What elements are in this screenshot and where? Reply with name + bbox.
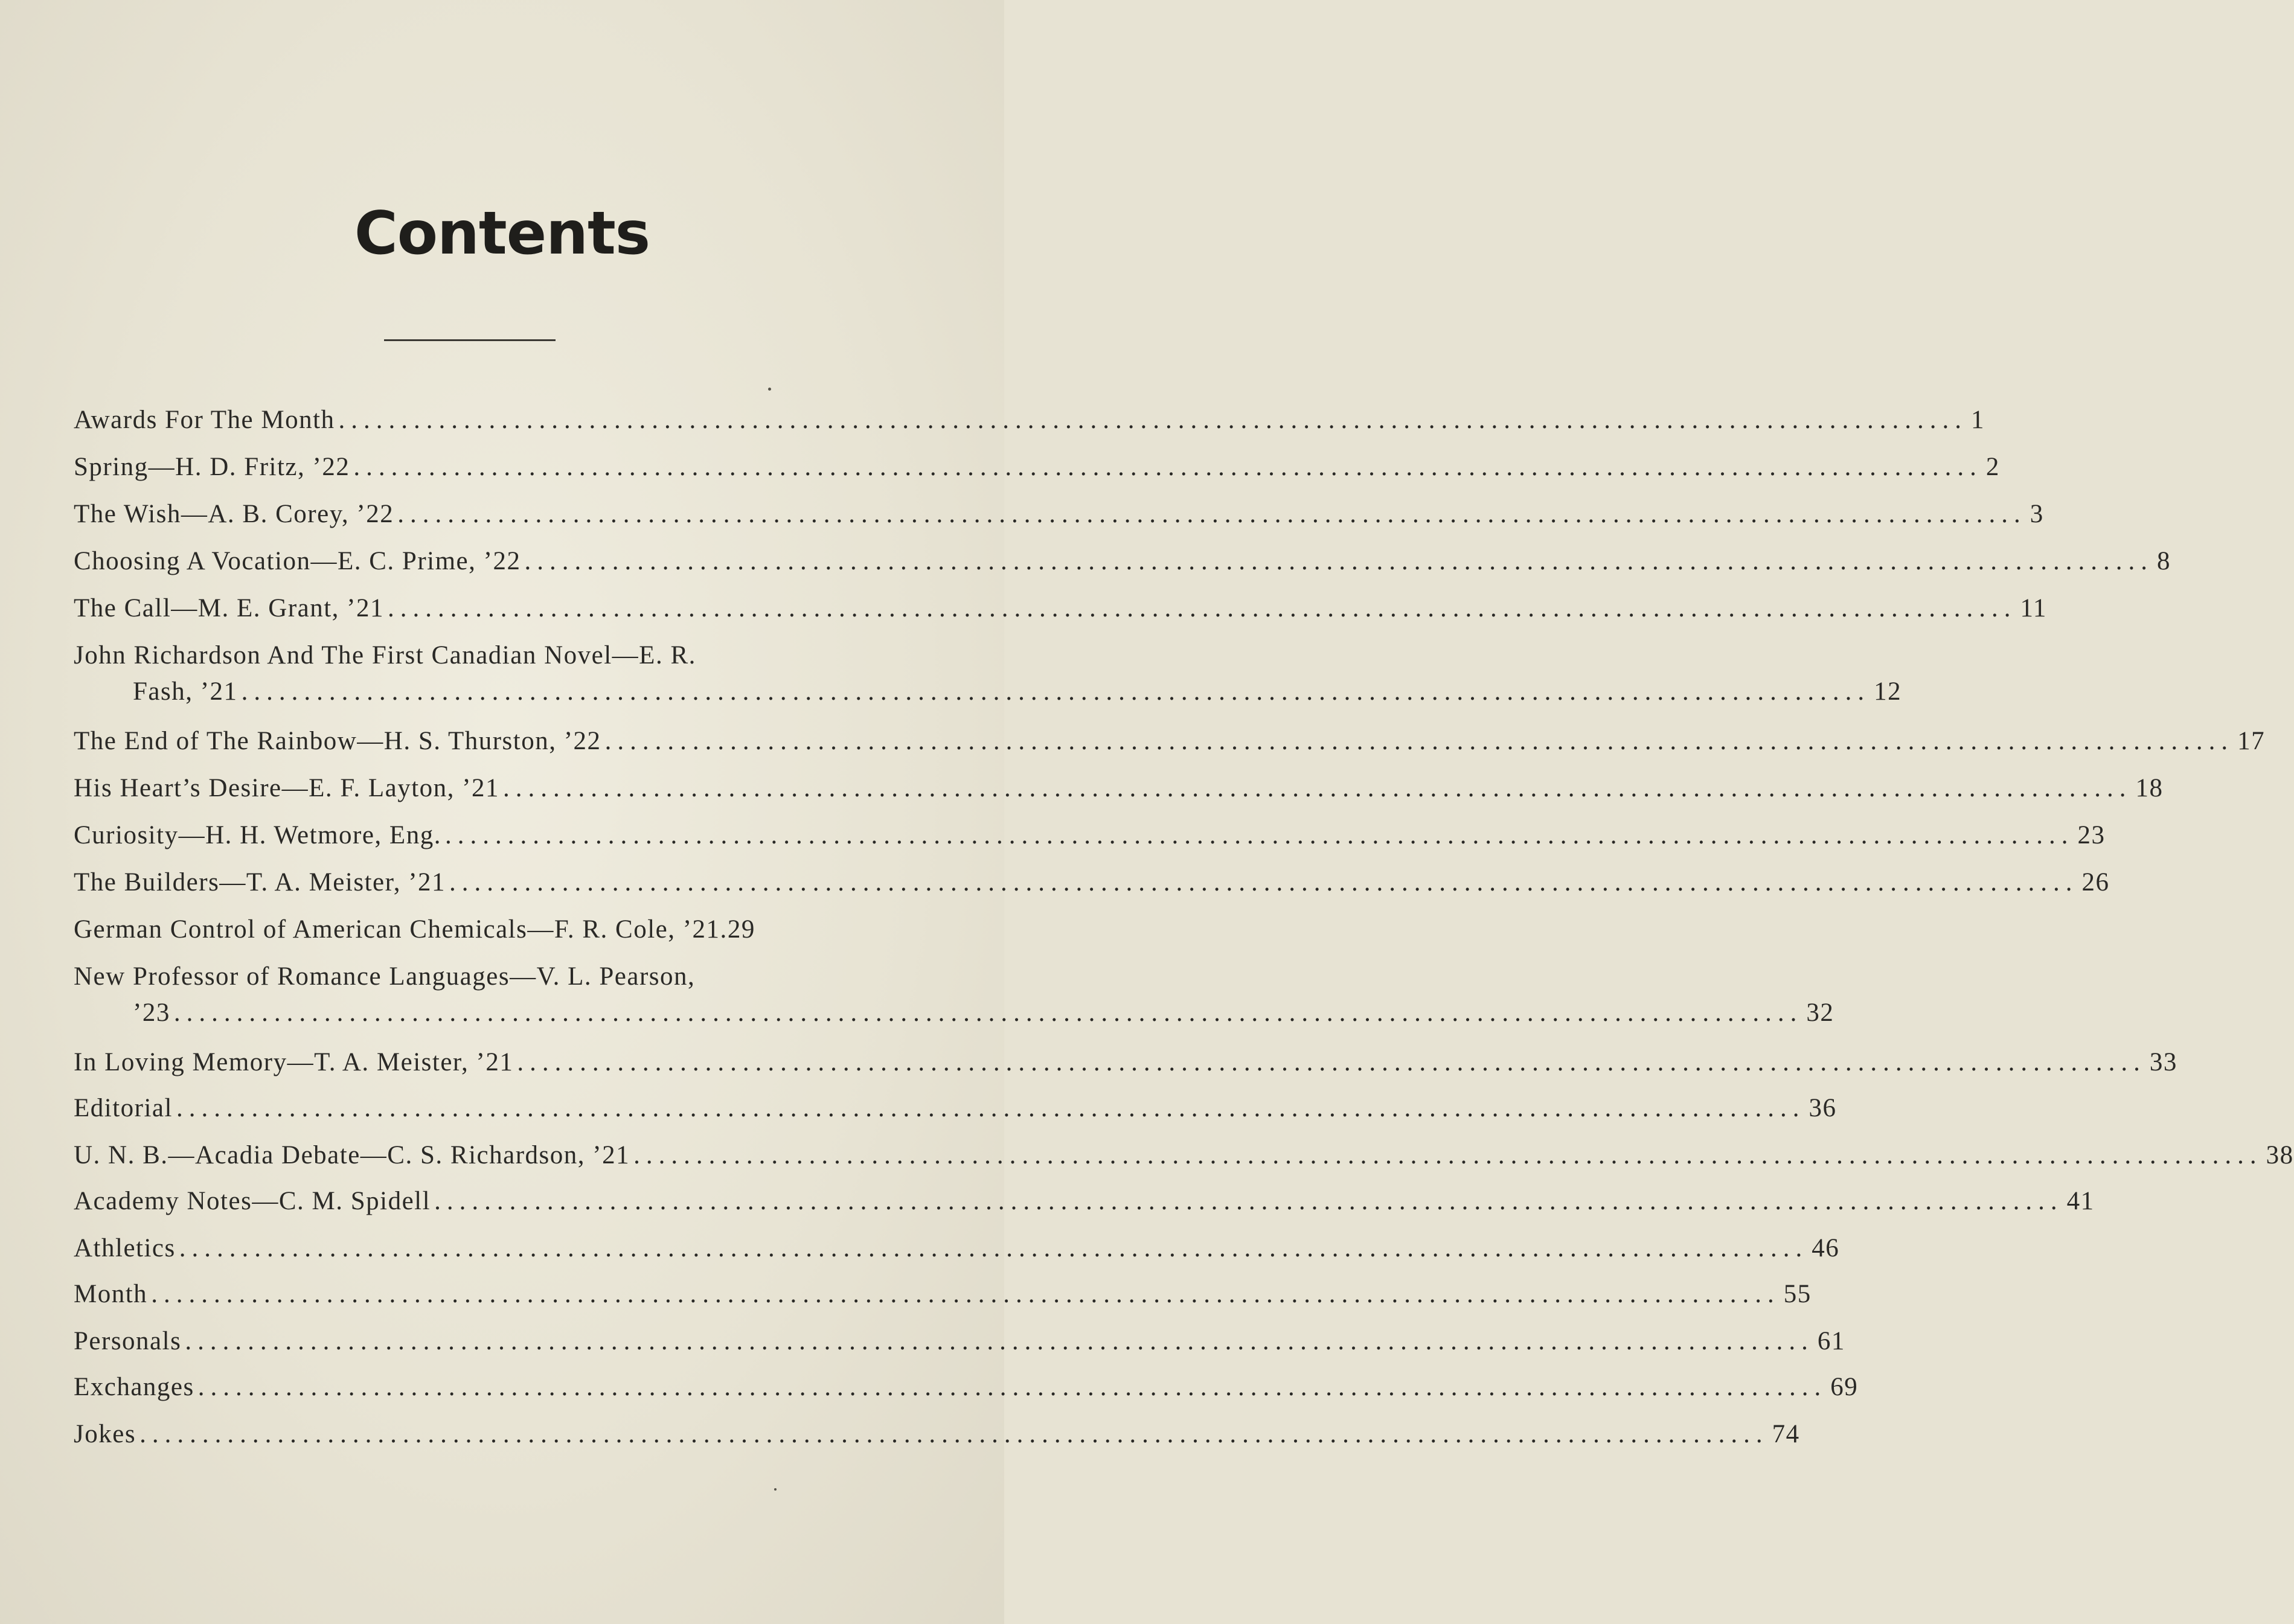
- toc-entry: [74, 723, 2266, 759]
- toc-entry-title: U. N. B.—Acadia Debate—C. S. Richardson, ’21: [74, 1141, 630, 1169]
- toc-entry: [74, 1090, 1837, 1127]
- toc-entry: [74, 590, 2047, 627]
- toc-entry-page: 33: [2149, 1048, 2177, 1076]
- toc-entry-page: 3: [2030, 500, 2044, 528]
- leader-dots: ..................................................................................................................................: [633, 1141, 2263, 1169]
- toc-entry-title: The Wish—A. B. Corey, ’22: [74, 500, 394, 528]
- toc-entry-page: 61: [1817, 1327, 1845, 1355]
- page-title: Contents: [354, 199, 650, 268]
- toc-entry-page: 46: [1812, 1234, 1840, 1262]
- toc-entry-page: 11: [2020, 594, 2047, 622]
- toc-entry: [74, 770, 2164, 807]
- leader-dots: ..................................................................................................................................: [444, 821, 2074, 849]
- toc-entry-title: The Call—M. E. Grant, ’21: [74, 594, 384, 622]
- toc-entry-title: Jokes: [74, 1420, 136, 1448]
- toc-entry-page: 8: [2156, 547, 2171, 575]
- toc-entry: [74, 817, 2106, 854]
- toc-entry: [74, 1323, 1845, 1360]
- leader-dots: ..................................................................................................................................: [139, 1420, 1769, 1448]
- toc-entry-title: Personals: [74, 1327, 182, 1355]
- leader-dots: ..................................................................................................................................: [151, 1280, 1780, 1308]
- leader-dots: ..................................................................................................................................: [502, 774, 2132, 802]
- toc-entry-title: Choosing A Vocation—E. C. Prime, ’22: [74, 547, 521, 575]
- toc-entry-page: 2: [1985, 453, 2000, 481]
- toc-entry-title: Spring—H. D. Fritz, ’22: [74, 453, 350, 481]
- toc-entry: [74, 959, 1834, 1031]
- leader-dots: ..................................................................................................................................: [173, 999, 1803, 1027]
- toc-entry: [74, 1183, 2095, 1220]
- toc-entry-page: 38: [2266, 1141, 2294, 1169]
- toc-entry: [74, 912, 877, 948]
- toc-entry-page: 69: [1830, 1373, 1859, 1401]
- toc-entry-page: 36: [1809, 1094, 1837, 1122]
- toc-entry-page: 12: [1874, 677, 1902, 706]
- toc-entry: [74, 402, 1985, 438]
- toc-entry-title: Curiosity—H. H. Wetmore, Eng.: [74, 821, 441, 849]
- toc-entry-page: 23: [2077, 821, 2106, 849]
- title-rule: [384, 339, 556, 341]
- toc-entry-title: The Builders—T. A. Meister, ’21: [74, 868, 446, 897]
- toc-entry-title: Month: [74, 1280, 148, 1308]
- leader-dots: ..................................................................................................................................: [397, 500, 2026, 528]
- toc-entry-title: The End of The Rainbow—H. S. Thurston, ’22: [74, 727, 601, 755]
- toc-entry-page: 32: [1806, 999, 1834, 1027]
- leader-dots: ..................................................................................................................................: [604, 727, 2234, 755]
- leader-dots: ..................................................................................................................................: [517, 1048, 2146, 1076]
- toc-entry: [74, 1369, 1859, 1405]
- toc-entry: [74, 638, 1902, 710]
- toc-entry-page: 26: [2081, 868, 2110, 897]
- toc-entry-title: Awards For The Month: [74, 406, 335, 434]
- toc-entry: [74, 865, 2110, 901]
- leader-dots: ..................................................................................................................................: [449, 868, 2078, 897]
- toc-entry-page: 74: [1772, 1420, 1800, 1448]
- toc-entry: [74, 1044, 2177, 1081]
- toc-entry-continuation: ’23: [133, 999, 170, 1027]
- toc-entry-page: 17: [2237, 727, 2266, 755]
- toc-entry-page: 41: [2066, 1187, 2095, 1215]
- leader-dots: ..................................................................................................................................: [197, 1373, 1827, 1401]
- toc-entry-page: 55: [1783, 1280, 1812, 1308]
- leader-dots: ..................................................................................................................................: [524, 547, 2153, 575]
- toc-entry-page: 29: [727, 915, 755, 944]
- toc-entry-title: John Richardson And The First Canadian Novel—E. R.: [74, 641, 696, 670]
- toc-entry: [74, 1230, 1840, 1267]
- toc-entry: [74, 449, 2000, 485]
- leader-dots: ..................................................................................................................................: [185, 1327, 1814, 1355]
- leader-dots: ..................................................................................................................................: [353, 453, 1982, 481]
- toc-entry-page: 1: [1971, 406, 1985, 434]
- leader-dots: ..................................................................................................................................: [388, 594, 2017, 622]
- leader-dots: ..................................................................................................................................: [338, 406, 1968, 434]
- paper-speck: [768, 388, 771, 391]
- toc-entry: [74, 1416, 1800, 1453]
- toc-entry-title: Exchanges: [74, 1373, 194, 1401]
- leader-dots: ..................................................................................................................................: [176, 1094, 1805, 1122]
- toc-entry-title: Editorial: [74, 1094, 173, 1122]
- toc-entry: [74, 1276, 1812, 1312]
- toc-entry-page: 18: [2135, 774, 2164, 802]
- toc-entry-title: In Loving Memory—T. A. Meister, ’21: [74, 1048, 514, 1076]
- leader-dots: ..................................................................................................................................: [241, 677, 1871, 706]
- toc-entry-title: German Control of American Chemicals—F. R. Cole, ’21.: [74, 915, 728, 944]
- toc-entry-title: His Heart’s Desire—E. F. Layton, ’21: [74, 774, 499, 802]
- toc-entry-title: Athletics: [74, 1234, 176, 1262]
- toc-entry: [74, 543, 2171, 580]
- leader-dots: ..................................................................................................................................: [434, 1187, 2063, 1215]
- toc-entry: [74, 496, 2044, 532]
- toc-entry-continuation: Fash, ’21: [133, 677, 238, 706]
- toc-entry-title: Academy Notes—C. M. Spidell: [74, 1187, 431, 1215]
- paper-speck: [774, 1488, 777, 1491]
- leader-dots: ..................................................................................................................................: [179, 1234, 1809, 1262]
- toc-entry: [74, 1137, 2294, 1174]
- toc-entry-title: New Professor of Romance Languages—V. L. Pearson,: [74, 962, 696, 991]
